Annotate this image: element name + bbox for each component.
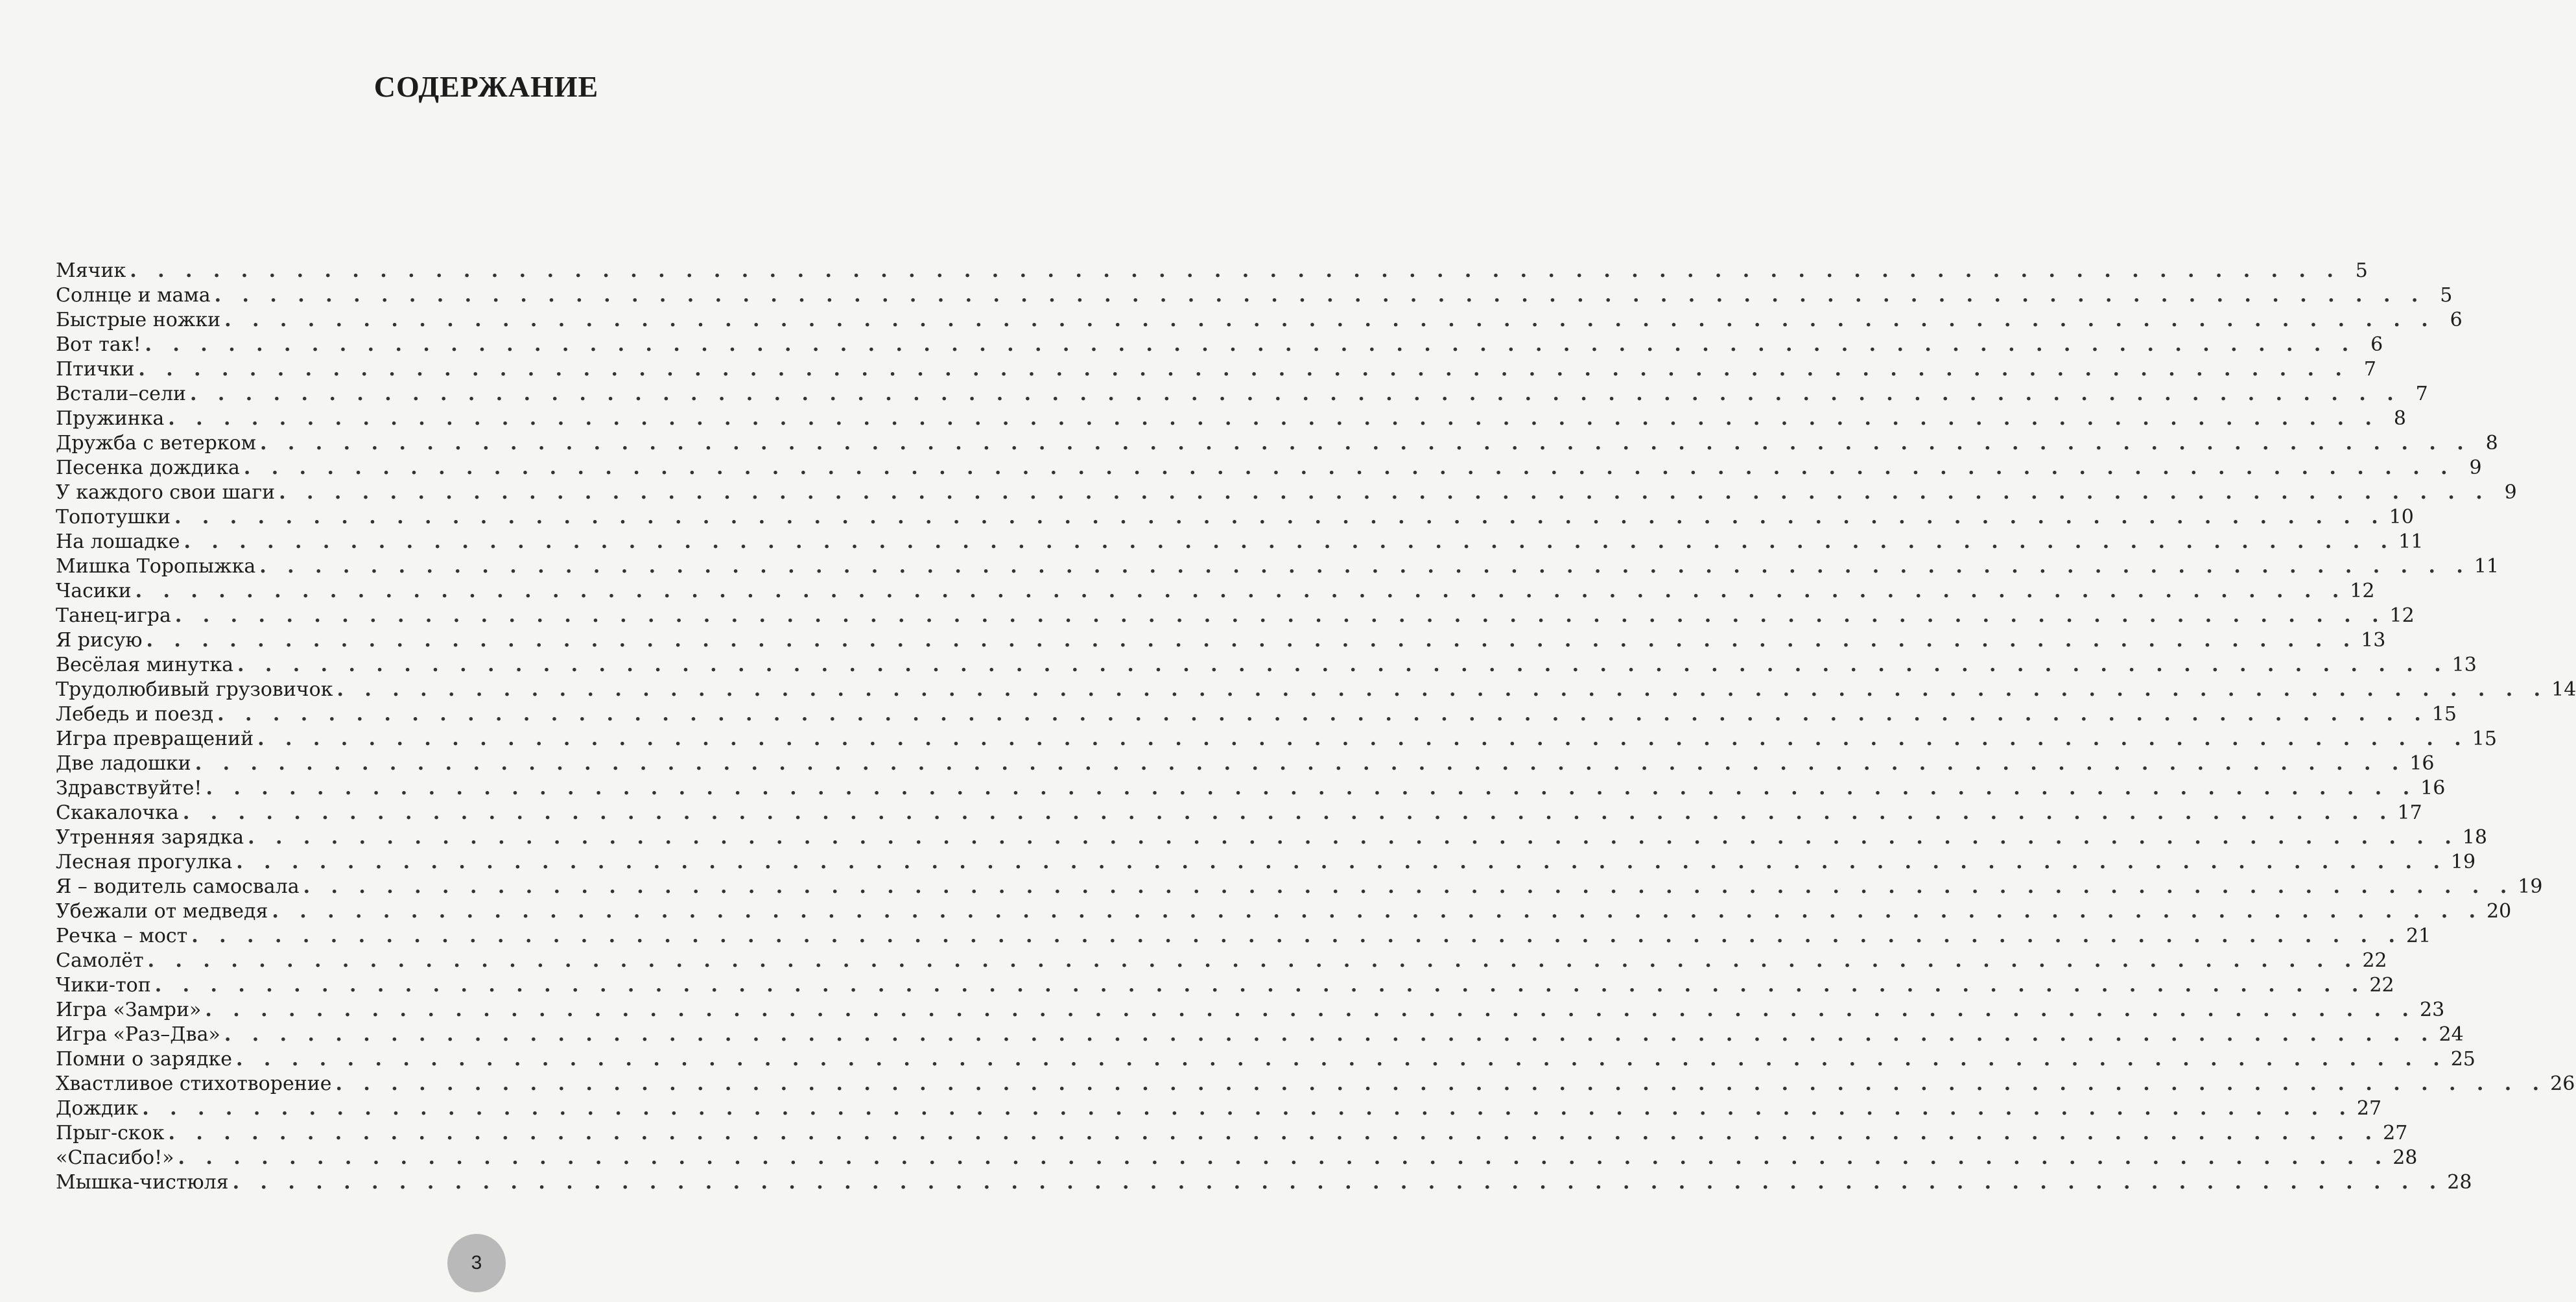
dot-leader: . . . . . . . . . . . . . . . . . . . . . . . . . . . . . . . . . . . . . . . . . . . . . . . . . . . . . . . . . . . . . . . . . . . . . . . . . . . . . . . .: [178, 1146, 2389, 1169]
toc-entry: [56, 899, 2512, 924]
toc-entry: [56, 752, 2435, 776]
toc-entry-page: 5: [2440, 284, 2453, 307]
toc-entry: [56, 530, 2424, 554]
toc-entry-title: Быстрые ножки: [56, 309, 221, 331]
toc-entry: [56, 1170, 2472, 1195]
toc-entry-title: Убежали от медведя: [56, 900, 268, 923]
toc-entry: [56, 456, 2482, 480]
toc-entry-title: Две ладошки: [56, 752, 191, 775]
toc-entry-title: Речка – мост: [56, 925, 188, 947]
toc-entry-title: Песенка дождика: [56, 456, 240, 479]
toc-entry: [56, 431, 2498, 456]
toc-entry-page: 17: [2397, 801, 2422, 824]
toc-entry: [56, 1121, 2408, 1146]
toc-entry-title: Игра превращений: [56, 728, 254, 750]
toc-entry: [56, 382, 2428, 407]
dot-leader: . . . . . . . . . . . . . . . . . . . . . . . . . . . . . . . . . . . . . . . . . . . . . . . . . . . . . . . . . . . . . . . . . . . . . . . . . . . . . . . .: [217, 703, 2428, 726]
toc-entry: [56, 308, 2463, 333]
toc-entry: [56, 480, 2517, 505]
toc-entry-page: 6: [2450, 309, 2463, 331]
toc-entry-title: Утренняя зарядка: [56, 826, 244, 849]
toc-entry-page: 8: [2393, 407, 2406, 430]
toc-entry-page: 28: [2393, 1146, 2418, 1169]
toc-entry-title: Топотушки: [56, 506, 171, 528]
toc-entry: [56, 776, 2446, 801]
dot-leader: . . . . . . . . . . . . . . . . . . . . . . . . . . . . . . . . . . . . . . . . . . . . . . . . . . . . . . . . . . . . . . . . . . . . . . . . . . . . . . . .: [168, 1122, 2380, 1144]
dot-leader: . . . . . . . . . . . . . . . . . . . . . . . . . . . . . . . . . . . . . . . . . . . . . . . . . . . . . . . . . . . . . . . . . . . . . . . . . . . . . . . .: [142, 1097, 2353, 1120]
dot-leader: . . . . . . . . . . . . . . . . . . . . . . . . . . . . . . . . . . . . . . . . . . . . . . . . . . . . . . . . . . . . . . . . . . . . . . . . . . . . . . . .: [259, 555, 2470, 578]
toc-entry: [56, 1047, 2476, 1072]
toc-entry-title: Лебедь и поезд: [56, 703, 214, 726]
toc-entry-page: 5: [2355, 259, 2368, 282]
table-of-contents: [56, 259, 2576, 1195]
toc-entry-page: 15: [2431, 703, 2457, 726]
toc-entry-page: 22: [2362, 949, 2387, 972]
dot-leader: . . . . . . . . . . . . . . . . . . . . . . . . . . . . . . . . . . . . . . . . . . . . . . . . . . . . . . . . . . . . . . . . . . . . . . . . . . . . . . . .: [174, 604, 2386, 627]
toc-entry: [56, 875, 2543, 899]
toc-entry: [56, 801, 2422, 825]
toc-entry: [56, 702, 2457, 727]
dot-leader: . . . . . . . . . . . . . . . . . . . . . . . . . . . . . . . . . . . . . . . . . . . . . . . . . . . . . . . . . . . . . . . . . . . . . . . . . . . . . . . .: [224, 309, 2435, 331]
toc-entry-page: 9: [2469, 456, 2482, 479]
toc-entry-page: 9: [2504, 481, 2517, 504]
toc-entry-title: Мышка-чистюля: [56, 1171, 229, 1194]
toc-entry-page: 27: [2383, 1122, 2408, 1144]
toc-entry-page: 21: [2405, 925, 2431, 947]
toc-entry-title: Самолёт: [56, 949, 144, 972]
toc-entry-title: Пружинка: [56, 407, 165, 430]
dot-leader: . . . . . . . . . . . . . . . . . . . . . . . . . . . . . . . . . . . . . . . . . . . . . . . . . . . . . . . . . . . . . . . . . . . . . . . . . . . . . . . .: [279, 481, 2490, 504]
toc-entry: [56, 579, 2375, 604]
toc-entry-title: Солнце и мама: [56, 284, 211, 307]
toc-entry-title: У каждого свои шаги: [56, 481, 276, 504]
dot-leader: . . . . . . . . . . . . . . . . . . . . . . . . . . . . . . . . . . . . . . . . . . . . . . . . . . . . . . . . . . . . . . . . . . . . . . . . . . . . . . . .: [237, 654, 2448, 676]
dot-leader: . . . . . . . . . . . . . . . . . . . . . . . . . . . . . . . . . . . . . . . . . . . . . . . . . . . . . . . . . . . . . . . . . . . . . . . . . . . . . . . .: [182, 801, 2394, 824]
page-number-badge: 3: [447, 1234, 506, 1292]
dot-leader: . . . . . . . . . . . . . . . . . . . . . . . . . . . . . . . . . . . . . . . . . . . . . . . . . . . . . . . . . . . . . . . . . . . . . . . . . . . . . . . .: [195, 752, 2406, 775]
toc-entry-title: Трудолюбивый грузовичок: [56, 678, 333, 701]
dot-leader: . . . . . . . . . . . . . . . . . . . . . . . . . . . . . . . . . . . . . . . . . . . . . . . . . . . . . . . . . . . . . . . . . . . . . . . . . . . . . . . .: [191, 925, 2402, 947]
toc-entry-page: 7: [2363, 358, 2376, 381]
toc-entry-page: 11: [2398, 530, 2424, 553]
toc-entry-page: 19: [2450, 851, 2476, 873]
toc-entry-title: Часики: [56, 580, 132, 602]
toc-entry-title: Весёлая минутка: [56, 654, 233, 676]
toc-entry-page: 19: [2518, 875, 2543, 898]
toc-entry-page: 6: [2370, 333, 2383, 356]
dot-leader: . . . . . . . . . . . . . . . . . . . . . . . . . . . . . . . . . . . . . . . . . . . . . . . . . . . . . . . . . . . . . . . . . . . . . . . . . . . . . . . .: [260, 432, 2471, 455]
toc-entry: [56, 357, 2376, 382]
toc-entry: [56, 998, 2445, 1023]
toc-entry-page: 24: [2439, 1023, 2464, 1046]
toc-entry: [56, 1096, 2382, 1121]
toc-entry-page: 20: [2487, 900, 2512, 923]
toc-entry-page: 7: [2415, 383, 2428, 405]
toc-entry: [56, 727, 2497, 752]
dot-leader: . . . . . . . . . . . . . . . . . . . . . . . . . . . . . . . . . . . . . . . . . . . . . . . . . . . . . . . . . . . . . . . . . . . . . . . . . . . . . . . .: [248, 826, 2459, 849]
toc-entry-page: 13: [2361, 629, 2386, 652]
toc-entry-page: 12: [2350, 580, 2375, 602]
toc-entry-title: Дружба с ветерком: [56, 432, 257, 455]
toc-entry: [56, 628, 2386, 653]
toc-entry: [56, 604, 2415, 628]
toc-entry-page: 14: [2551, 678, 2576, 701]
dot-leader: . . . . . . . . . . . . . . . . . . . . . . . . . . . . . . . . . . . . . . . . . . . . . . . . . . . . . . . . . . . . . . . . . . . . . . . . . . . . . . . .: [183, 530, 2395, 553]
toc-entry-page: 28: [2447, 1171, 2472, 1194]
dot-leader: . . . . . . . . . . . . . . . . . . . . . . . . . . . . . . . . . . . . . . . . . . . . . . . . . . . . . . . . . . . . . . . . . . . . . . . . . . . . . . . .: [335, 1072, 2547, 1095]
toc-entry: [56, 1023, 2464, 1047]
toc-entry-title: Лесная прогулка: [56, 851, 233, 873]
toc-entry-title: На лошадке: [56, 530, 180, 553]
toc-entry-title: Встали–сели: [56, 383, 186, 405]
toc-entry-page: 8: [2485, 432, 2498, 455]
toc-entry-title: Мячик: [56, 259, 126, 282]
toc-entry-page: 16: [2420, 777, 2446, 799]
toc-entry-title: Я – водитель самосвала: [56, 875, 300, 898]
toc-entry-page: 27: [2356, 1097, 2382, 1120]
toc-entry: [56, 653, 2477, 678]
toc-entry-page: 23: [2419, 999, 2445, 1021]
toc-entry-page: 22: [2369, 974, 2394, 997]
toc-entry-page: 16: [2409, 752, 2435, 775]
toc-entry: [56, 554, 2499, 579]
toc-entry-page: 15: [2472, 728, 2497, 750]
dot-leader: . . . . . . . . . . . . . . . . . . . . . . . . . . . . . . . . . . . . . . . . . . . . . . . . . . . . . . . . . . . . . . . . . . . . . . . . . . . . . . . .: [205, 999, 2416, 1021]
dot-leader: . . . . . . . . . . . . . . . . . . . . . . . . . . . . . . . . . . . . . . . . . . . . . . . . . . . . . . . . . . . . . . . . . . . . . . . . . . . . . . . .: [206, 777, 2417, 799]
toc-entry: [56, 949, 2387, 973]
dot-leader: . . . . . . . . . . . . . . . . . . . . . . . . . . . . . . . . . . . . . . . . . . . . . . . . . . . . . . . . . . . . . . . . . . . . . . . . . . . . . . . .: [337, 678, 2548, 701]
toc-entry-title: Помни о зарядке: [56, 1048, 233, 1071]
toc-entry-page: 26: [2550, 1072, 2575, 1095]
dot-leader: . . . . . . . . . . . . . . . . . . . . . . . . . . . . . . . . . . . . . . . . . . . . . . . . . . . . . . . . . . . . . . . . . . . . . . . . . . . . . . . .: [272, 900, 2483, 923]
dot-leader: . . . . . . . . . . . . . . . . . . . . . . . . . . . . . . . . . . . . . . . . . . . . . . . . . . . . . . . . . . . . . . . . . . . . . . . . . . . . . . . .: [243, 456, 2455, 479]
page-title: СОДЕРЖАНИЕ: [373, 69, 599, 103]
dot-leader: . . . . . . . . . . . . . . . . . . . . . . . . . . . . . . . . . . . . . . . . . . . . . . . . . . . . . . . . . . . . . . . . . . . . . . . . . . . . . . . .: [232, 1171, 2444, 1194]
toc-entry-title: Чики-топ: [56, 974, 151, 997]
toc-entry-title: Здравствуйте!: [56, 777, 202, 799]
toc-entry-page: 11: [2474, 555, 2499, 578]
toc-entry: [56, 407, 2406, 431]
toc-entry: [56, 283, 2453, 308]
dot-leader: . . . . . . . . . . . . . . . . . . . . . . . . . . . . . . . . . . . . . . . . . . . . . . . . . . . . . . . . . . . . . . . . . . . . . . . . . . . . . . . .: [145, 333, 2356, 356]
dot-leader: . . . . . . . . . . . . . . . . . . . . . . . . . . . . . . . . . . . . . . . . . . . . . . . . . . . . . . . . . . . . . . . . . . . . . . . . . . . . . . . .: [236, 1048, 2447, 1071]
toc-entry-title: Скакалочка: [56, 801, 179, 824]
toc-entry-page: 12: [2389, 604, 2415, 627]
toc-entry-title: Вот так!: [56, 333, 141, 356]
toc-entry: [56, 825, 2487, 850]
toc-entry: [56, 505, 2414, 530]
toc-entry: [56, 973, 2394, 998]
toc-entry-title: «Спасибо!»: [56, 1146, 174, 1169]
dot-leader: . . . . . . . . . . . . . . . . . . . . . . . . . . . . . . . . . . . . . . . . . . . . . . . . . . . . . . . . . . . . . . . . . . . . . . . . . . . . . . . .: [236, 851, 2447, 873]
toc-entry: [56, 924, 2431, 949]
toc-entry-title: Хвастливое стихотворение: [56, 1072, 332, 1095]
toc-entry-title: Прыг-скок: [56, 1122, 165, 1144]
dot-leader: . . . . . . . . . . . . . . . . . . . . . . . . . . . . . . . . . . . . . . . . . . . . . . . . . . . . . . . . . . . . . . . . . . . . . . . . . . . . . . . .: [154, 974, 2366, 997]
toc-entry-title: Я рисую: [56, 629, 143, 652]
toc-entry-page: 18: [2462, 826, 2487, 849]
toc-entry-title: Птички: [56, 358, 135, 381]
dot-leader: . . . . . . . . . . . . . . . . . . . . . . . . . . . . . . . . . . . . . . . . . . . . . . . . . . . . . . . . . . . . . . . . . . . . . . . . . . . . . . . .: [190, 383, 2401, 405]
toc-entry: [56, 1146, 2418, 1170]
dot-leader: . . . . . . . . . . . . . . . . . . . . . . . . . . . . . . . . . . . . . . . . . . . . . . . . . . . . . . . . . . . . . . . . . . . . . . . . . . . . . . . .: [147, 949, 2359, 972]
dot-leader: . . . . . . . . . . . . . . . . . . . . . . . . . . . . . . . . . . . . . . . . . . . . . . . . . . . . . . . . . . . . . . . . . . . . . . . . . . . . . . . .: [257, 728, 2468, 750]
toc-entry: [56, 850, 2476, 875]
toc-entry: [56, 333, 2383, 357]
toc-entry-title: Дождик: [56, 1097, 139, 1120]
dot-leader: . . . . . . . . . . . . . . . . . . . . . . . . . . . . . . . . . . . . . . . . . . . . . . . . . . . . . . . . . . . . . . . . . . . . . . . . . . . . . . . .: [303, 875, 2514, 898]
toc-entry-page: 13: [2452, 654, 2477, 676]
dot-leader: . . . . . . . . . . . . . . . . . . . . . . . . . . . . . . . . . . . . . . . . . . . . . . . . . . . . . . . . . . . . . . . . . . . . . . . . . . . . . . . .: [146, 629, 2357, 652]
toc-entry-page: 25: [2450, 1048, 2476, 1071]
toc-entry-title: Игра «Раз–Два»: [56, 1023, 220, 1046]
toc-entry-page: 10: [2389, 506, 2414, 528]
toc-entry-title: Мишка Торопыжка: [56, 555, 256, 578]
dot-leader: . . . . . . . . . . . . . . . . . . . . . . . . . . . . . . . . . . . . . . . . . . . . . . . . . . . . . . . . . . . . . . . . . . . . . . . . . . . . . . . .: [130, 259, 2341, 282]
dot-leader: . . . . . . . . . . . . . . . . . . . . . . . . . . . . . . . . . . . . . . . . . . . . . . . . . . . . . . . . . . . . . . . . . . . . . . . . . . . . . . . .: [224, 1023, 2435, 1046]
dot-leader: . . . . . . . . . . . . . . . . . . . . . . . . . . . . . . . . . . . . . . . . . . . . . . . . . . . . . . . . . . . . . . . . . . . . . . . . . . . . . . . .: [138, 358, 2349, 381]
toc-entry: [56, 1072, 2575, 1096]
toc-entry: [56, 259, 2368, 283]
toc-entry-title: Танец-игра: [56, 604, 171, 627]
dot-leader: . . . . . . . . . . . . . . . . . . . . . . . . . . . . . . . . . . . . . . . . . . . . . . . . . . . . . . . . . . . . . . . . . . . . . . . . . . . . . . . .: [135, 580, 2346, 602]
dot-leader: . . . . . . . . . . . . . . . . . . . . . . . . . . . . . . . . . . . . . . . . . . . . . . . . . . . . . . . . . . . . . . . . . . . . . . . . . . . . . . . .: [174, 506, 2385, 528]
toc-entry-title: Игра «Замри»: [56, 999, 202, 1021]
toc-entry: [56, 678, 2576, 702]
dot-leader: . . . . . . . . . . . . . . . . . . . . . . . . . . . . . . . . . . . . . . . . . . . . . . . . . . . . . . . . . . . . . . . . . . . . . . . . . . . . . . . .: [214, 284, 2426, 307]
dot-leader: . . . . . . . . . . . . . . . . . . . . . . . . . . . . . . . . . . . . . . . . . . . . . . . . . . . . . . . . . . . . . . . . . . . . . . . . . . . . . . . .: [168, 407, 2379, 430]
